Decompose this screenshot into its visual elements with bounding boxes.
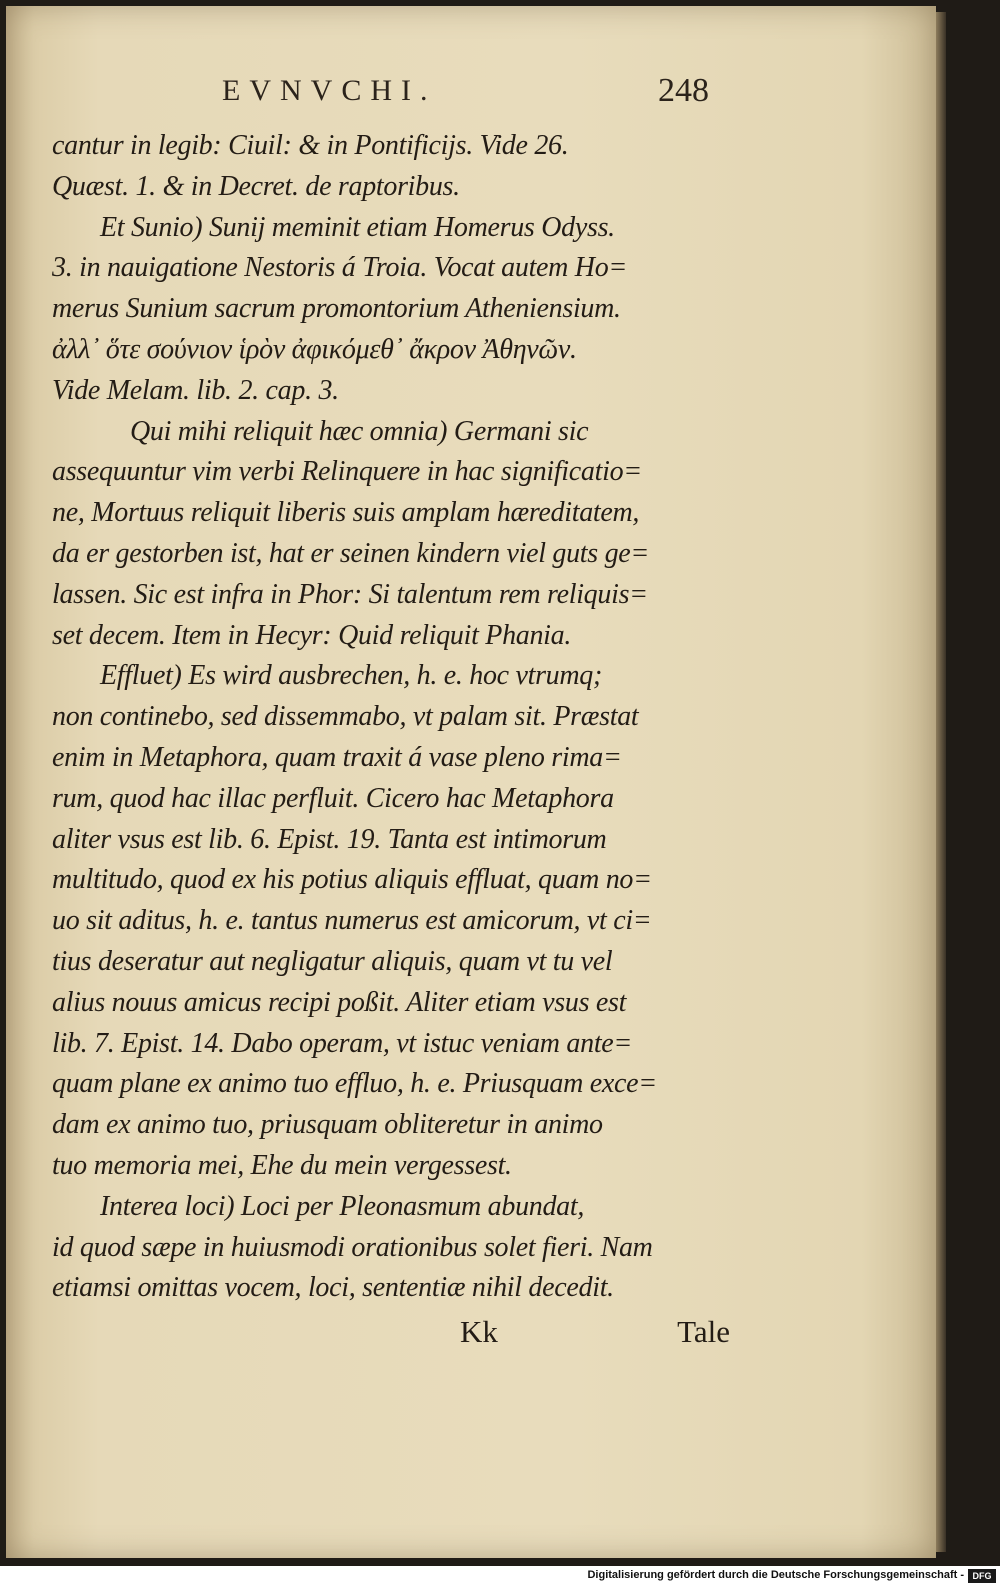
page-number: 248 [658,72,709,109]
german-gloss-line: da er gestorben ist, hat er seinen kindern viel guts ge= [52,537,649,569]
text-line: lib. 7. Epist. 14. Dabo operam, vt istuc veniam ante= [52,1027,633,1059]
text-line: merus Sunium sacrum promontorium Atheniensium. [52,293,621,325]
text-line: set decem. Item in Hecyr: Quid reliquit Phania. [52,619,572,651]
catchword: Tale [677,1314,730,1349]
signature-mark: Kk [460,1314,498,1349]
text-line: alius nouus amicus recipi poßit. Aliter etiam vsus est [52,986,627,1018]
running-head: EVNVCHI. [222,74,437,107]
body-text [52,126,732,1309]
german-gloss-line: tuo memoria mei, Ehe du mein vergessest. [52,1149,512,1181]
text-line: Interea loci) Loci per Pleonasmum abundat, [100,1190,585,1222]
text-line: 3. in nauigatione Nestoris á Troia. Vocat autem Ho= [52,252,628,284]
text-line: quam plane ex animo tuo effluo, h. e. Priusquam exce= [52,1068,657,1100]
text-line: tius deseratur aut negligatur aliquis, quam vt tu vel [52,945,613,977]
text-line: lassen. Sic est infra in Phor: Si talentum rem reliquis= [52,578,648,610]
text-line: Quæst. 1. & in Decret. de raptoribus. [52,170,460,202]
text-line: Vide Melam. lib. 2. cap. 3. [52,374,339,406]
text-line: assequuntur vim verbi Relinquere in hac significatio= [52,456,642,488]
text-line: cantur in legib: Ciuil: & in Pontificijs. Vide 26. [52,130,569,161]
text-line: dam ex animo tuo, priusquam obliteretur in animo [52,1109,603,1141]
text-line: aliter vsus est lib. 6. Epist. 19. Tanta est intimorum [52,823,607,855]
text-line: etiamsi omittas vocem, loci, sententiæ nihil decedit. [52,1272,614,1304]
text-line: ne, Mortuus reliquit liberis suis amplam hæreditatem, [52,497,640,529]
dfg-logo: DFG [968,1569,996,1583]
text-line: rum, quod hac illac perfluit. Cicero hac Metaphora [52,782,614,814]
text-line: non continebo, sed dissemmabo, vt palam sit. Præstat [52,701,639,733]
text-line: multitudo, quod ex his potius aliquis effluat, quam no= [52,864,652,896]
text-line: Effluet) Es wird ausbrechen, h. e. hoc vtrumq; [100,660,603,692]
page-edge [936,12,946,1552]
greek-quotation-line: ἀλλ᾽ ὅτε σούνιον ἱρὸν ἀφικόμεθ᾽ ἄκρον Ἀθηνῶν. [52,333,577,365]
text-line: uo sit aditus, h. e. tantus numerus est amicorum, vt ci= [52,905,652,937]
digitization-credit: Digitalisierung gefördert durch die Deutsche Forschungsgemeinschaft - [587,1569,964,1581]
text-line: Qui mihi reliquit hæc omnia) Germani sic [130,415,589,447]
text-line: enim in Metaphora, quam traxit á vase pleno rima= [52,741,622,773]
text-line: id quod sæpe in huiusmodi orationibus solet fieri. Nam [52,1231,653,1263]
page-foot [460,1314,730,1350]
text-line: Et Sunio) Sunij meminit etiam Homerus Odyss. [100,211,615,243]
